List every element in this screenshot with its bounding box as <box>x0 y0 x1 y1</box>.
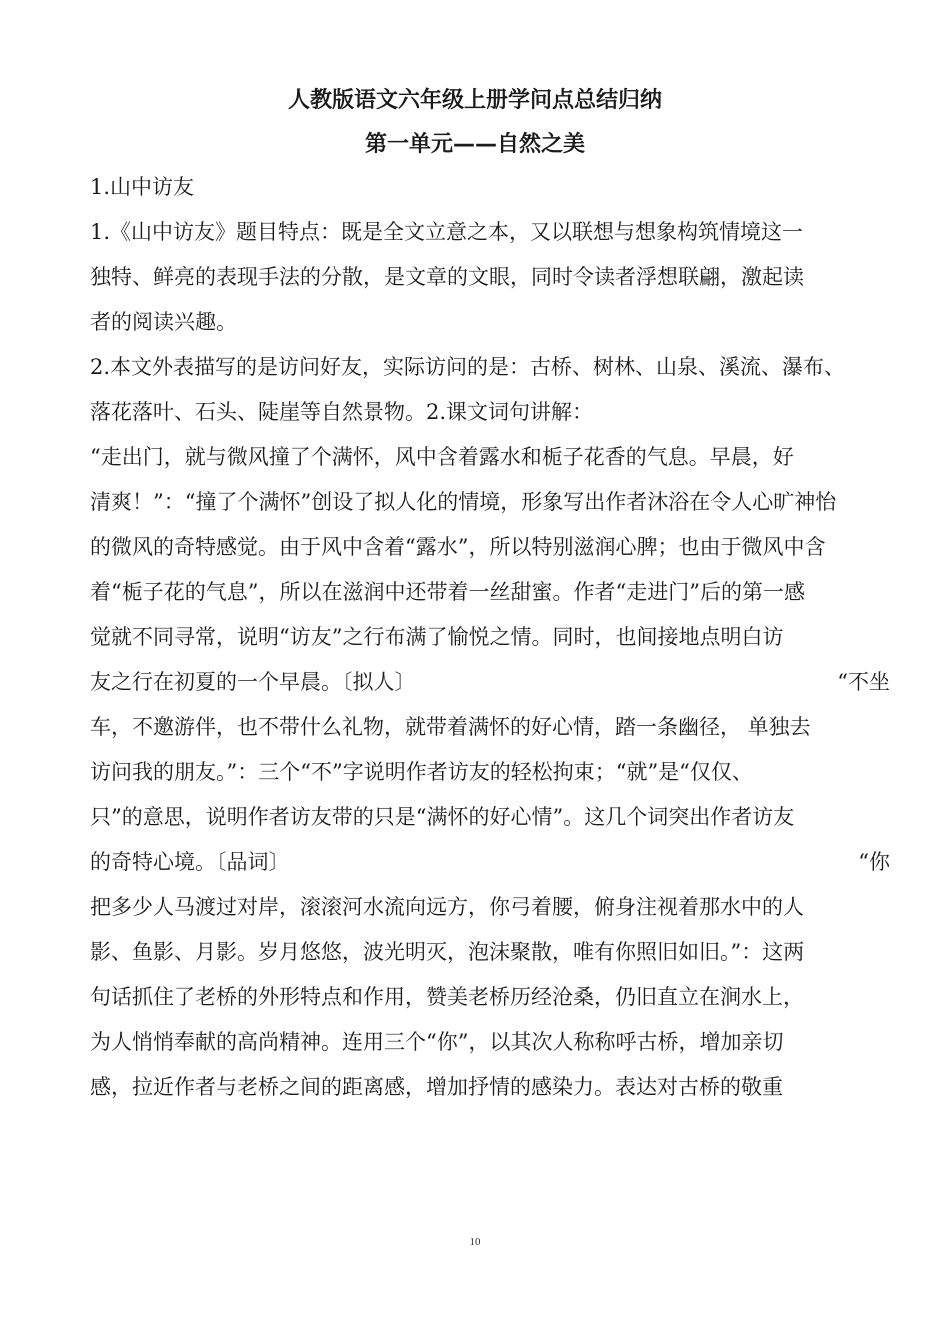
text-line: “走出门，就与微风撞了个满怀，风中含着露水和栀子花香的气息。早晨，好 <box>90 445 794 469</box>
text-line: 1.《山中访友》题目特点：既是全文立意之本，又以联想与想象构筑情境这一 <box>90 220 804 244</box>
unit-title: 第一单元——自然之美 <box>364 132 585 157</box>
text-line: 为人悄悄奉献的高尚精神。连用三个“你”，以其次人称称呼古桥，增加亲切 <box>90 1030 784 1054</box>
right-aligned-fragment: “你 <box>858 850 890 874</box>
text-line: 着“栀子花的气息”，所以在滋润中还带着一丝甜蜜。作者“走进门”后的第一感 <box>90 580 805 604</box>
text-line: 访问我的朋友。”：三个“不”字说明作者访友的轻松拘束；“就”是“仅仅、 <box>90 760 753 784</box>
text-line: 者的阅读兴趣。 <box>90 310 237 334</box>
text-line: 独特、鲜亮的表现手法的分散，是文章的文眼，同时令读者浮想联翩，激起读 <box>90 265 804 289</box>
text-line: 车，不邀游伴，也不带什么礼物，就带着满怀的好心情，踏一条幽径， 单独去 <box>90 715 811 739</box>
text-line: 觉就不同寻常，说明“访友”之行布满了愉悦之情。同时，也间接地点明白访 <box>90 625 784 649</box>
text-line: 句话抓住了老桥的外形特点和作用，赞美老桥历经沧桑，仍旧直立在涧水上， <box>90 985 804 1009</box>
text-line-with-right-fragment <box>90 847 890 877</box>
section-heading: 1.山中访友 <box>90 175 195 199</box>
text-line: 只”的意思，说明作者访友带的只是“满怀的好心情”。这几个词突出作者访友 <box>90 805 795 829</box>
text-fragment: 友之行在初夏的一个早晨。〔拟人〕 <box>90 670 416 694</box>
right-aligned-fragment: “不坐 <box>837 670 890 694</box>
text-line: 影、鱼影、月影。岁月悠悠，波光明灭，泡沫聚散，唯有你照旧如旧。”：这两 <box>90 940 805 964</box>
text-line-with-right-fragment <box>90 667 890 697</box>
text-line: 2.本文外表描写的是访问好友，实际访问的是：古桥、树林、山泉、溪流、瀑布、 <box>90 355 846 379</box>
document-title: 人教版语文六年级上册学问点总结归纳 <box>287 88 662 113</box>
text-line: 落花落叶、石头、陡崖等自然景物。2.课文词句讲解： <box>90 400 594 424</box>
page-number: 10 <box>469 1236 481 1248</box>
text-fragment: 的奇特心境。〔品词〕 <box>90 850 290 874</box>
text-line: 的微风的奇特感觉。由于风中含着“露水”，所以特别滋润心脾；也由于微风中含 <box>90 535 826 559</box>
text-line: 把多少人马渡过对岸，滚滚河水流向远方，你弓着腰，俯身注视着那水中的人 <box>90 895 804 919</box>
text-line: 感，拉近作者与老桥之间的距离感，增加抒情的感染力。表达对古桥的敬重 <box>90 1075 783 1099</box>
text-line: 清爽！”：“撞了个满怀”创设了拟人化的情境，形象写出作者沐浴在令人心旷神怡 <box>90 490 837 514</box>
